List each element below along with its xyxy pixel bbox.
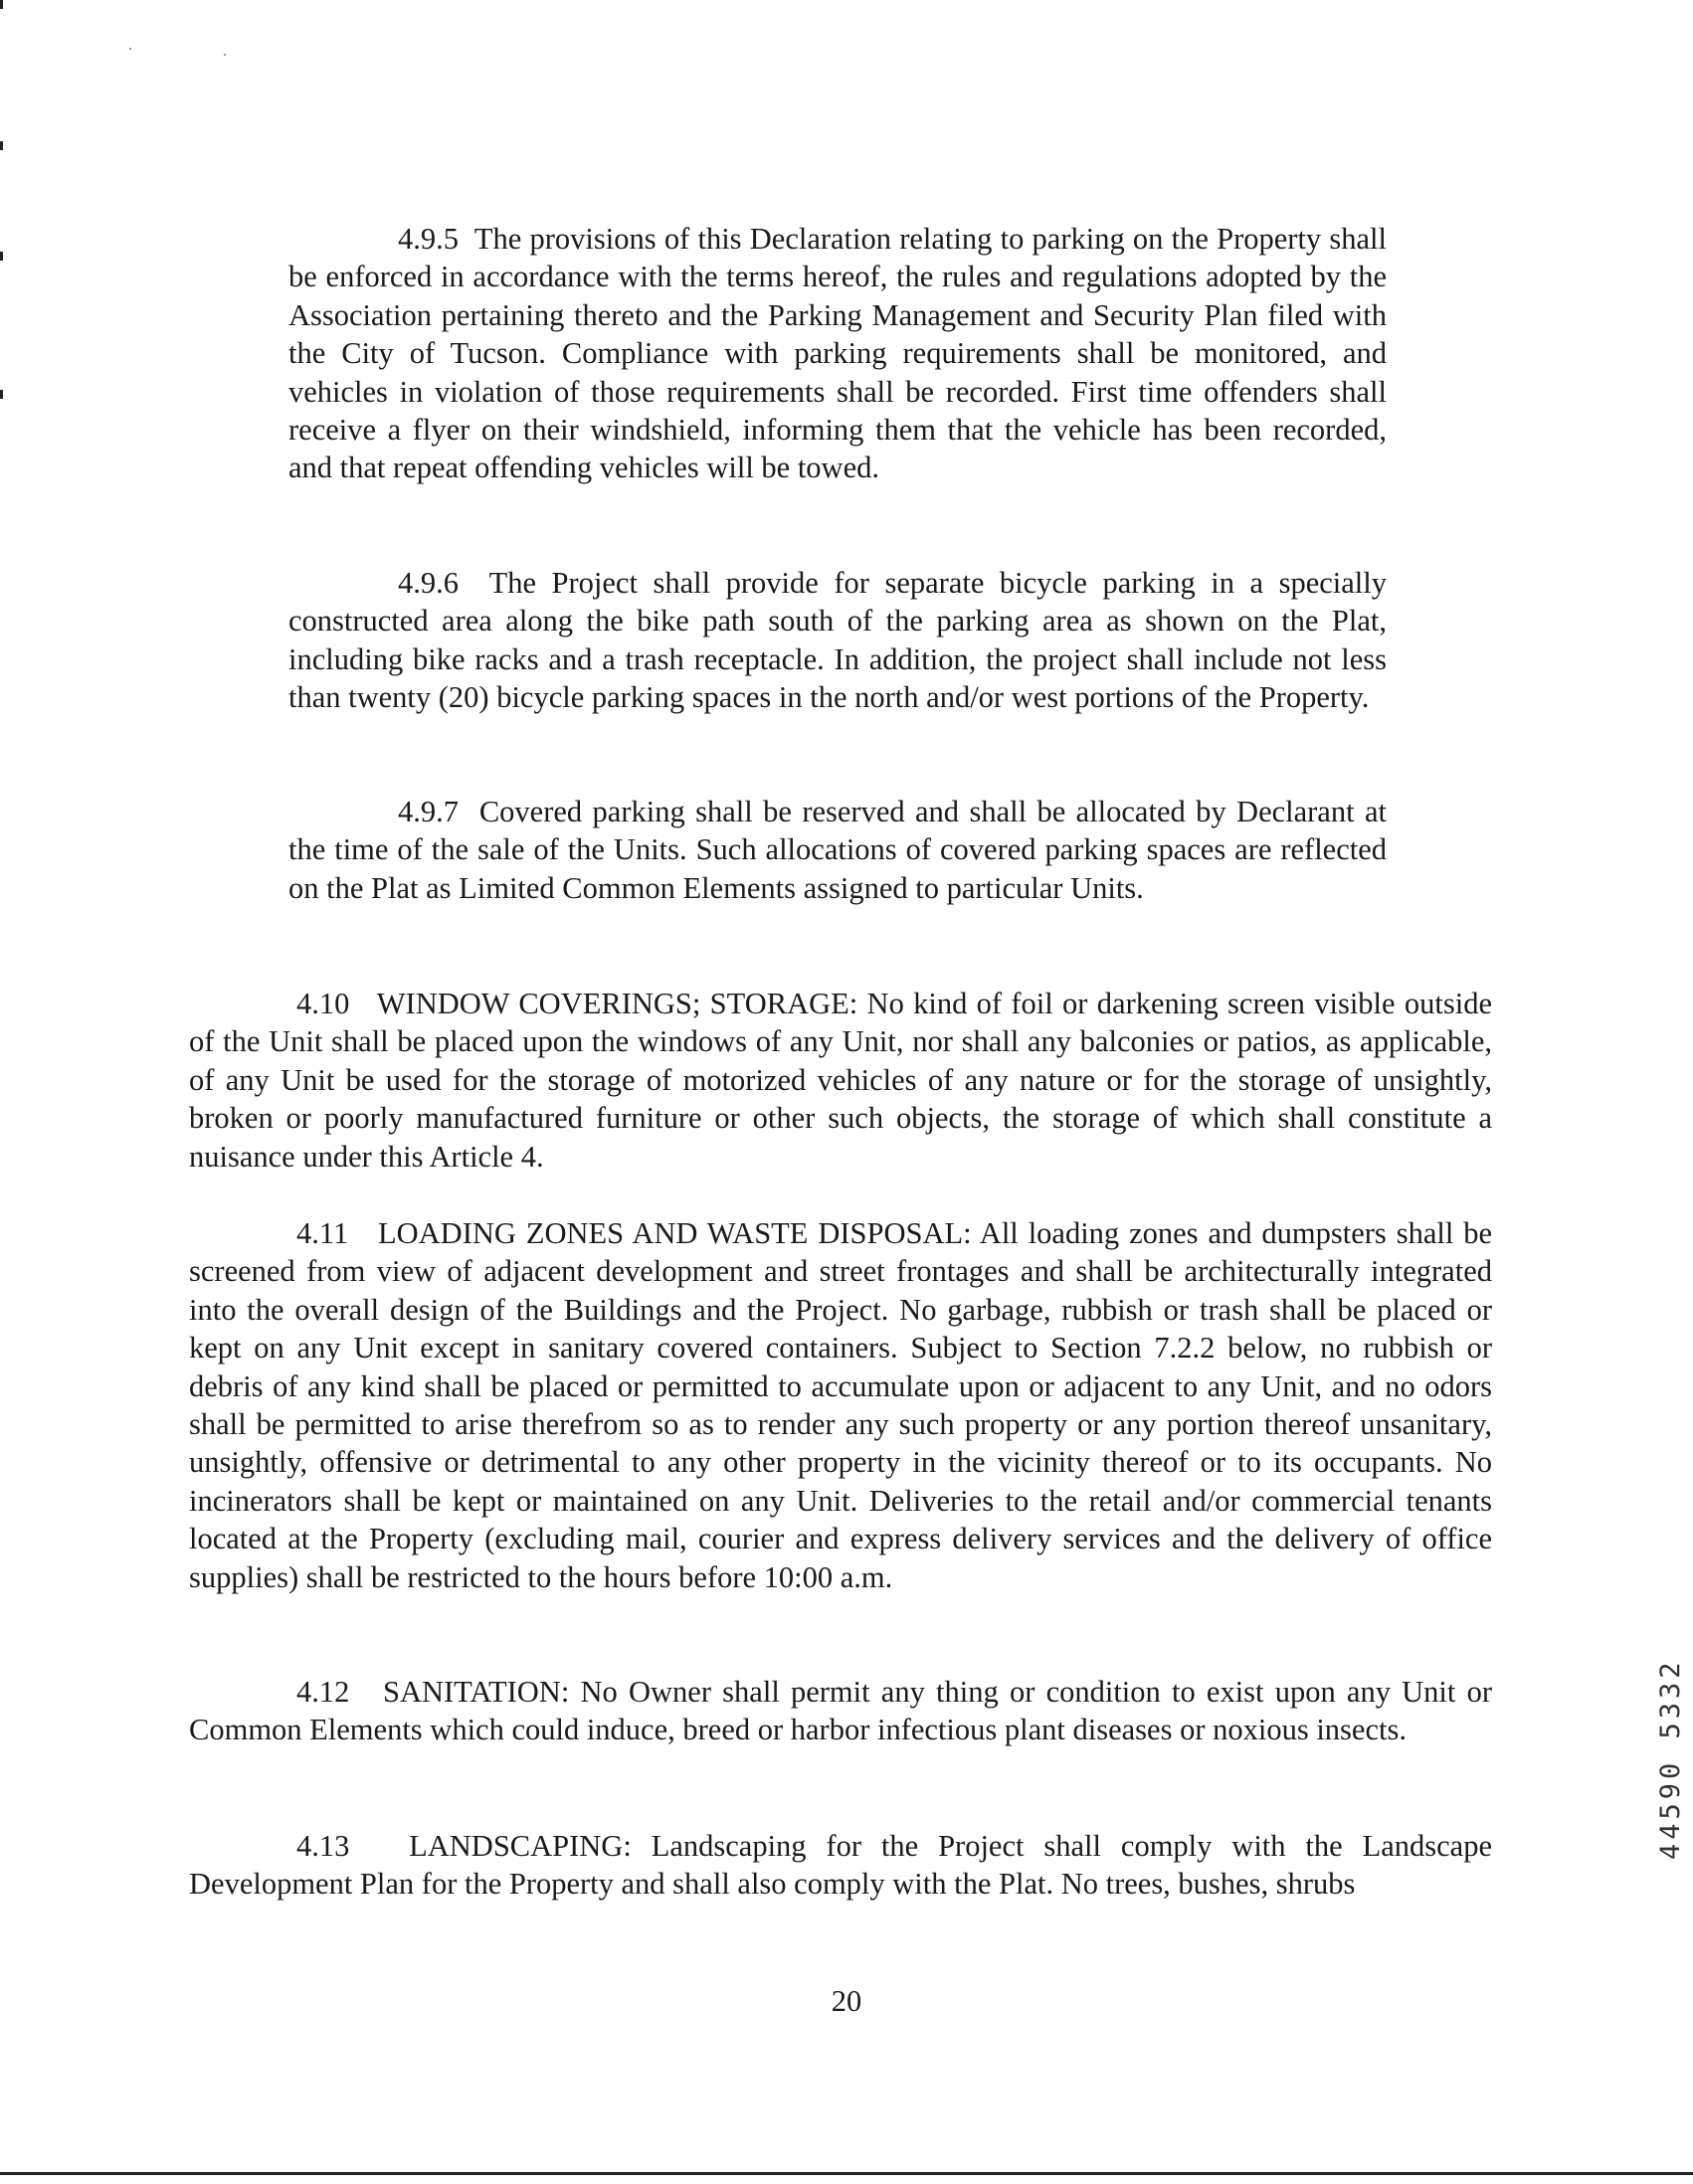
section-number: 4.9.7: [398, 795, 459, 828]
scan-speck: [129, 48, 131, 50]
section-number: 4.9.6: [398, 566, 459, 600]
recording-stamp-text: 44590 5332: [1655, 1658, 1686, 1860]
scan-mark: [0, 252, 3, 261]
section-number: 4.10: [296, 987, 350, 1020]
paragraph-4-13: [189, 1827, 1492, 1904]
section-number: 4.11: [296, 1216, 349, 1250]
paragraph-4-9-7: [288, 793, 1387, 907]
scan-mark: [0, 141, 3, 150]
scan-speck: [224, 54, 226, 56]
section-text: Covered parking shall be reserved and shall be allocated by Declarant at the time of the sale of the Units. Such allocations of covered parking spaces are reflected on the Plat as Limited Common Elements assigned to particular Units.: [288, 795, 1387, 905]
paragraph-4-9-6: [288, 564, 1387, 717]
section-number: 4.12: [296, 1675, 350, 1709]
section-text: WINDOW COVERINGS; STORAGE: No kind of foil or darkening screen visible outside of the Unit shall be placed upon the windows of any Unit, nor shall any balconies or patios, as applicable, of any Unit be used for the storage of motorized vehicles of any nature or for the storage of unsightly, broken or poorly manufactured furniture or other such objects, the storage of which shall constitute a nuisance under this Article 4.: [189, 987, 1492, 1174]
paragraph-4-11: [189, 1214, 1492, 1596]
paragraph-4-9-5: [288, 220, 1387, 487]
section-text: SANITATION: No Owner shall permit any thing or condition to exist upon any Unit or Common Elements which could induce, breed or harbor infectious plant diseases or noxious insects.: [189, 1675, 1492, 1747]
scan-mark: [0, 390, 3, 399]
section-number: 4.9.5: [398, 222, 459, 256]
section-text: LANDSCAPING: Landscaping for the Project shall comply with the Landscape Development Plan for the Property and shall also comply with the Plat. No trees, bushes, shrubs: [189, 1829, 1493, 1902]
page-number: 20: [831, 1984, 862, 2018]
paragraph-4-12: [189, 1673, 1492, 1749]
section-text: The provisions of this Declaration relating to parking on the Property shall be enforced in accordance with the terms hereof, the rules and regulations adopted by the Association pertaining thereto and the Parking Management and Security Plan filed with the City of Tucson. Compliance with parking requirements shall be monitored, and vehicles in violation of those requirements shall be recorded. First time offenders shall receive a flyer on their windshield, informing them that the vehicle has been recorded, and that repeat offending vehicles will be towed.: [288, 222, 1387, 485]
scan-bottom-edge: [0, 2172, 1693, 2175]
section-text: LOADING ZONES AND WASTE DISPOSAL: All loading zones and dumpsters shall be screened from view of adjacent development and street frontages and shall be architecturally integrated into the overall design of the Buildings and the Project. No garbage, rubbish or trash shall be placed or kept on any Unit except in sanitary covered containers. Subject to Section 7.2.2 below, no rubbish or debris of any kind shall be placed or permitted to accumulate upon or adjacent to any Unit, and no odors shall be permitted to arise therefrom so as to render any such property or any portion thereof unsanitary, unsightly, offensive or detrimental to any other property in the vicinity thereof or to its occupants. No incinerators shall be kept or maintained on any Unit. Deliveries to the retail and/or commercial tenants located at the Property (excluding mail, courier and express delivery services and the delivery of office supplies) shall be restricted to the hours before 10:00 a.m.: [189, 1216, 1493, 1594]
recording-stamp: [1655, 1601, 1693, 1860]
section-text: The Project shall provide for separate bicycle parking in a specially constructed area along the bike path south of the parking area as shown on the Plat, including bike racks and a trash receptacle. In addition, the project shall include not less than twenty (20) bicycle parking spaces in the north and/or west portions of the Property.: [288, 566, 1388, 715]
paragraph-4-10: [189, 985, 1492, 1176]
scan-mark: [0, 0, 3, 9]
section-number: 4.13: [296, 1829, 350, 1863]
